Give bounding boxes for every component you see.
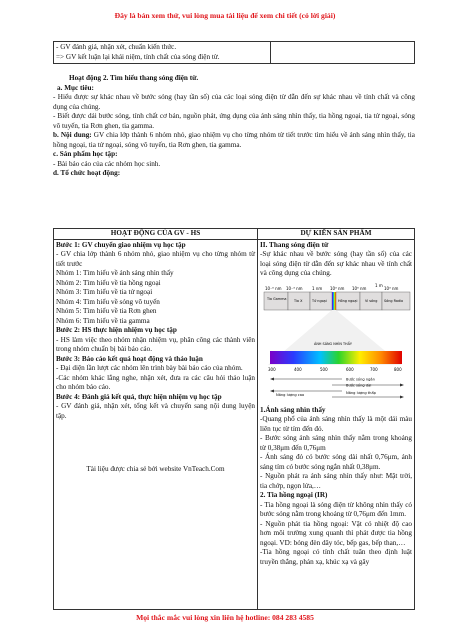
top-table-empty-cell — [271, 42, 415, 64]
tick-7: 10³ nm — [384, 285, 399, 291]
main-table — [53, 228, 415, 610]
visible-caption: ÁNH SÁNG NHÌN THẤY — [314, 341, 352, 346]
visible-p2: - Bước sóng ánh sáng nhìn thấy nằm trong khoảng từ 0,38μm đến 0,76μm — [260, 434, 412, 452]
tick-5: 10⁶ nm — [352, 285, 367, 291]
top-line-1: - GV đánh giá, nhận xét, chuẩn kiến thức. — [56, 43, 177, 51]
visible-spectrum-strip — [270, 351, 402, 364]
step3-text-1: - Đại diện lần lượt các nhóm lên trình bày bài báo cáo của nhóm. — [56, 364, 243, 372]
band-label-6: Sóng Radio — [384, 298, 404, 303]
visible-p1: -Quang phổ của ánh sáng nhìn thấy là một dải màu liên tục từ tím đến đỏ. — [260, 415, 412, 433]
band-visible — [332, 292, 336, 310]
step1-text: - GV chia lớp thành 6 nhóm nhỏ, giao nhiệm vụ cho từng nhóm từ tiết trước — [56, 250, 255, 268]
group-3: Nhóm 3: Tìm hiểu về tia tử ngoại — [56, 288, 153, 296]
nm-400: 400 — [294, 366, 302, 372]
goal-2: - Biết được dải bước sóng, tính chất cơ bản, nguồn phát, ứng dụng của ánh sáng nhìn thấy, tia hồng ngoại, tia tử ngoại, sóng vô tuyến, tia Rơn ghen, tia gamma. — [53, 112, 415, 130]
band-label-1: Tia Gamma — [267, 296, 287, 301]
step3-title: Bước 3: Báo cáo kết quả hoạt động và thảo luận — [56, 354, 203, 363]
band-label-2: Tia X — [294, 298, 303, 303]
group-1: Nhóm 1: Tìm hiểu về ánh sáng nhìn thấy — [56, 269, 174, 277]
step3-text-2: -Các nhóm khác lắng nghe, nhận xét, đưa ra các câu hỏi thảo luận cho nhóm báo cáo. — [56, 373, 255, 391]
goal-label: a. Mục tiêu: — [57, 83, 94, 92]
content-text: GV chia lớp thành 6 nhóm nhỏ, giao nhiệm vụ cho từng nhóm từ tiết trước tìm hiểu về ánh sáng nhìn thấy, tia hồng ngoại, tia tử ngoại, sóng vô tuyến, tia Rơn ghen, tia gamma. — [53, 131, 415, 149]
step2-text: - HS làm việc theo nhóm nhận nhiệm vụ, phân công các thành viên trong nhóm chuẩn bị bài báo cáo. — [56, 335, 255, 353]
infrared-p1: - Tia hồng ngoại là sóng điện từ không nhìn thấy có bước sóng nằm trong khoảng từ 0,76μm đến 1mm. — [260, 500, 412, 518]
expected-product-cell — [258, 239, 415, 609]
band-label-5: Vi sóng — [365, 298, 378, 303]
step1-title: Bước 1: GV chuyển giao nhiệm vụ học tập — [56, 240, 186, 249]
short-label: Bước sóng ngắn — [346, 377, 375, 381]
content-label: b. Nội dung: — [53, 131, 92, 139]
tick-2: 10⁻³ nm — [286, 285, 303, 291]
group-5: Nhóm 5: Tìm hiểu về tia Rơn ghen — [56, 307, 157, 315]
group-2: Nhóm 2: Tìm hiểu về tia hồng ngoại — [56, 278, 161, 287]
step4-text: - GV đánh giá, nhận xét, tổng kết và chuyển sang nội dung luyện tập. — [56, 402, 255, 420]
infrared-p2: - Nguồn phát tia hồng ngoại: Vật có nhiệt độ cao hơn môi trường xung quanh thì phát được tia hồng ngoại. VD: bóng đèn dây tóc, bếp gas, bếp than,… — [260, 519, 412, 547]
low-energy-label: Năng lượng thấp — [346, 390, 376, 395]
nm-500: 500 — [320, 366, 328, 372]
top-table-cell — [54, 42, 271, 64]
band-label-3: Tử ngoại — [312, 298, 327, 303]
product-text: - Bài báo cáo của các nhóm học sinh. — [53, 159, 161, 168]
tick-1: 10⁻⁶ nm — [265, 285, 282, 291]
group-4: Nhóm 4: Tìm hiểu về sóng vô tuyến — [56, 297, 160, 306]
nm-600: 600 — [346, 366, 354, 372]
right-title: II. Thang sóng điện từ — [260, 240, 329, 249]
product-label: c. Sản phẩm học tập: — [53, 150, 118, 158]
share-note: Tài liệu được chia sẻ bởi website VnTeach.Com — [86, 465, 225, 473]
right-intro: -Sự khác nhau về bước sóng (hay tần số) của các loại sóng điện từ dẫn đến sự khác nhau về tính chất và công dụng của chúng. — [260, 250, 412, 277]
tick-6: 1 m — [375, 282, 383, 288]
col-header-right: DỰ KIẾN SẢN PHẨM — [258, 229, 415, 240]
activity-section — [53, 74, 415, 179]
step4-title: Bước 4: Đánh giá kết quả, thực hiện nhiệm vụ học tập — [56, 392, 222, 401]
infrared-title: 2. Tia hồng ngoại (IR) — [260, 491, 328, 499]
visible-p3: - Ánh sáng đỏ có bước sóng dài nhất 0,76μm, ánh sáng tím có bước sóng ngắn nhất 0,38μm. — [260, 453, 412, 471]
activity-title: Hoạt động 2. Tìm hiểu thang sóng điện từ. — [69, 74, 199, 82]
nm-700: 700 — [370, 366, 378, 372]
infrared-p3: -Tia hồng ngoại có tính chất tuân theo định luật truyền thẳng, phản xạ, khúc xạ và gây — [260, 548, 412, 566]
step2-title: Bước 2: HS thực hiện nhiệm vụ học tập — [56, 326, 177, 334]
band-label-4: Hồng ngoại — [338, 298, 358, 303]
nm-300: 300 — [268, 366, 276, 372]
goal-1: - Hiểu được sự khác nhau về bước sóng (hay tần số) của các loại sóng điện từ dẫn đến sự khác nhau về tính chất và công dụng của chúng. — [53, 93, 415, 111]
preview-header: Đây là bản xem thử, vui lòng mua tài liệu để xem chi tiết (có lời giải) — [114, 11, 336, 20]
top-table — [53, 41, 415, 64]
organize-label: d. Tổ chức hoạt động: — [53, 169, 121, 177]
tick-3: 1 nm — [312, 285, 323, 291]
contact-footer: Mọi thắc mắc vui lòng xin liên hệ hotline: 084 283 4585 — [136, 613, 314, 622]
top-line-2: => GV kết luận lại khái niệm, tính chất của sóng điện từ. — [56, 52, 220, 61]
high-energy-label: Năng lượng cao — [276, 392, 305, 397]
em-spectrum-diagram — [262, 283, 412, 403]
visible-p4: - Nguồn phát ra ánh sáng nhìn thấy như: Mặt trời, tia chớp, ngọn lửa,… — [260, 472, 412, 490]
band-gamma — [264, 292, 288, 310]
visible-light-title: 1.Ánh sáng nhìn thấy — [260, 405, 326, 414]
nm-800: 800 — [394, 366, 402, 372]
long-label: Bước sóng dài — [346, 383, 372, 387]
tick-4: 10³ nm — [330, 285, 345, 291]
col-header-left: HOẠT ĐỘNG CỦA GV - HS — [54, 229, 258, 240]
teacher-student-cell — [54, 239, 258, 609]
group-6: Nhóm 6: Tìm hiểu về tia gamma — [56, 316, 150, 325]
